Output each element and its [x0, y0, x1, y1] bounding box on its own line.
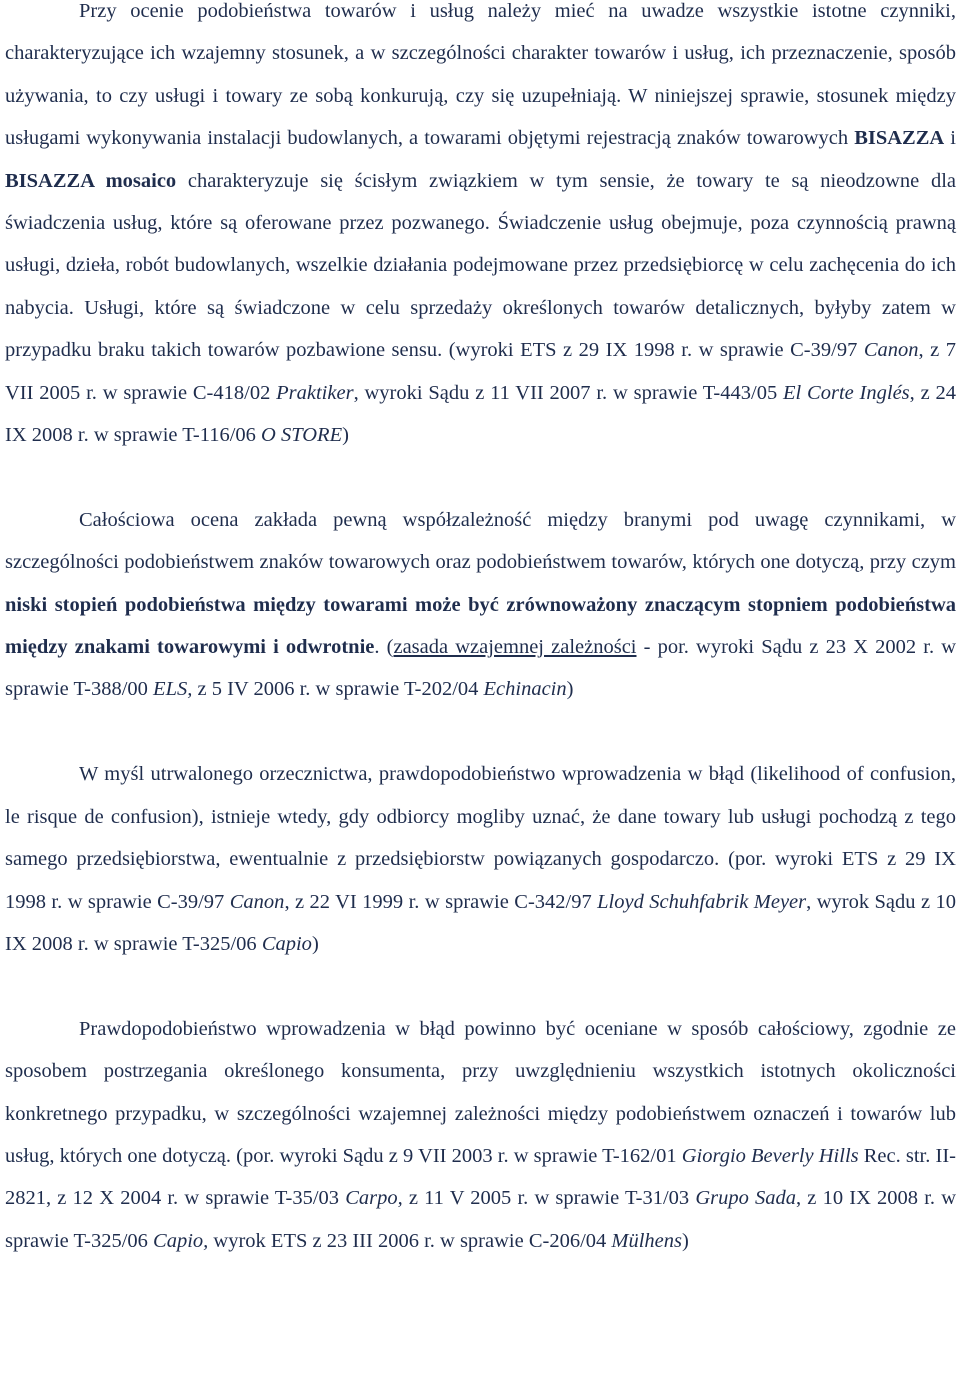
text-run: , wyroki Sądu z 11 VII 2007 r. w sprawie T-443/05: [353, 381, 784, 404]
paragraph-4: [5, 1008, 956, 1262]
text-run: Rec. str. II-2821, z 12 X 2004 r. w sprawie T-35/03: [5, 1144, 956, 1210]
text-run: , z 10 IX 2008 r. w sprawie T-325/06: [5, 1187, 956, 1252]
text-run: ): [682, 1229, 689, 1252]
paragraph-gap: [5, 711, 956, 753]
case-name: Capio: [261, 932, 312, 955]
text-run: - por. wyroki Sądu z 23 X 2002 r. w sprawie T-388/00: [5, 636, 956, 701]
case-name: Giorgio Beverly Hills: [681, 1144, 859, 1167]
case-name: Echinacin: [483, 678, 567, 701]
text-run: z 11 V 2005 r. w sprawie T-31/03: [402, 1187, 696, 1210]
case-name: Canon: [863, 339, 919, 362]
paragraph-1: [5, 0, 956, 456]
case-name: Lloyd Schuhfabrik Meyer: [597, 890, 807, 913]
text-run: wyrok ETS z 23 III 2006 r. w sprawie C-206/04: [208, 1229, 612, 1252]
text-run: charakteryzuje się ścisłym związkiem w tym sensie, że towary te są nieodzowne dla świadczenia usług, które są oferowane przez pozwanego. Świadczenie usług obejmuje, poza czynnością prawną usługi, dzieła, robót budowlanych, wszelkie działania podejmowane przez przedsiębiorcę w celu zachęcenia do ich nabycia. Usługi, które są świadczone w celu sprzedaży określonych towarów detalicznych, byłyby zatem w przypadku braku takich towarów pozbawione sensu. (wyroki ETS z 29 IX 1998 r. w sprawie C-39/97: [5, 169, 956, 362]
text-run: . (: [374, 636, 394, 659]
paragraph-gap: [5, 456, 956, 498]
text-run: , z 22 VI 1999 r. w sprawie C-342/97: [284, 890, 598, 913]
case-name: Carpo,: [345, 1187, 403, 1210]
case-name: Grupo Sada: [695, 1187, 797, 1210]
case-name: El Corte Inglés: [783, 381, 910, 404]
paragraph-3: [5, 753, 956, 965]
case-name: Capio,: [153, 1229, 209, 1252]
bold-text: BISAZZA: [854, 127, 945, 150]
case-name: O STORE: [261, 424, 343, 447]
text-run: z 5 IV 2006 r. w sprawie T-202/04: [192, 678, 484, 701]
text-run: ): [311, 932, 319, 955]
case-name: Mülhens: [611, 1229, 683, 1252]
document-body: [5, 0, 956, 1262]
text-run: Prawdopodobieństwo wprowadzenia w błąd powinno być oceniane w sposób całościowy, zgodnie ze sposobem postrzegania określonego konsumenta, przy uwzględnieniu wszystkich istotnych okoliczności konkretnego przypadku, w szczególności wzajemnej zależności między podobieństwem oznaczeń i towarów lub usług, których one dotyczą. (por. wyroki Sądu z 9 VII 2003 r. w sprawie T-162/01: [5, 1017, 956, 1167]
underlined-term: zasada wzajemnej zależności: [393, 636, 637, 659]
bold-text: niski stopień podobieństwa między towarami może być zrównoważony znaczącym stopniem podobieństwa między znakami towarowymi i odwrotnie: [5, 593, 956, 659]
text-run: W myśl utrwalonego orzecznictwa, prawdopodobieństwo wprowadzenia w błąd (likelihood of confusion, le risque de confusion), istnieje wtedy, gdy odbiorcy mogliby uznać, że dane towary lub usługi pochodzą z tego samego przedsiębiorstwa, ewentualnie z przedsiębiorstw powiązanych gospodarczo. (por. wyroki ETS z 29 IX 1998 r. w sprawie C-39/97: [5, 763, 956, 913]
text-run: , z 24 IX 2008 r. w sprawie T-116/06: [5, 381, 956, 447]
text-run: ): [566, 678, 574, 701]
case-name: Praktiker: [276, 381, 354, 404]
case-name: Canon: [229, 890, 285, 913]
text-run: Przy ocenie podobieństwa towarów i usług należy mieć na uwadze wszystkie istotne czynniki, charakteryzujące ich wzajemny stosunek, a w szczególności charakter towarów i usług, ich przeznaczenie, sposób używania, to czy usługi i towary ze sobą konkurują, czy się uzupełniają. W niniejszej sprawie, stosunek między usługami wykonywania instalacji budowlanych, a towarami objętymi rejestracją znaków towarowych: [5, 0, 956, 150]
text-run: , wyrok Sądu z 10 IX 2008 r. w sprawie T-325/06: [5, 890, 956, 955]
text-run: , z 7 VII 2005 r. w sprawie C-418/02: [5, 339, 956, 404]
text-run: Całościowa ocena zakłada pewną współzależność między branymi pod uwagę czynnikami, w szczególności podobieństwem znaków towarowych oraz podobieństwem towarów, których one dotyczą, przy czym: [5, 508, 956, 574]
case-name: ELS,: [153, 678, 193, 701]
text-run: i: [944, 127, 956, 150]
paragraph-2: [5, 499, 956, 711]
bold-text: BISAZZA mosaico: [5, 169, 177, 192]
paragraph-gap: [5, 965, 956, 1007]
text-run: ): [342, 424, 349, 447]
